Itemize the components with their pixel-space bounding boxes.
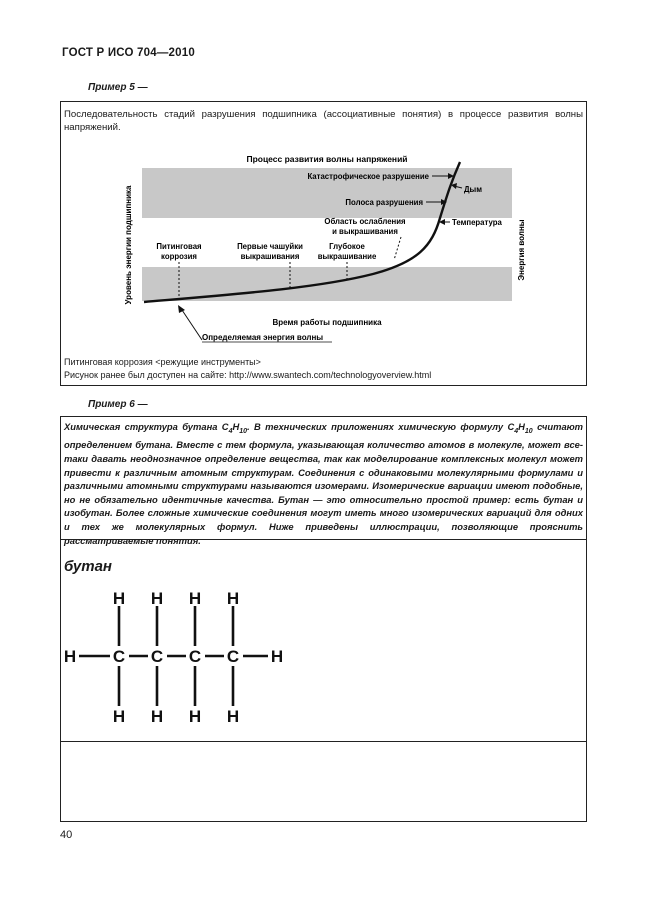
label-deep-2: выкрашивание — [317, 252, 377, 261]
atom-h: H — [112, 707, 126, 722]
label-pitting-2: коррозия — [161, 252, 197, 261]
y-axis-left-label: Уровень энергии подшипника — [124, 185, 133, 305]
label-weakening-1: Область ослабления — [324, 217, 406, 226]
divider-top — [60, 539, 587, 540]
atom-c: C — [112, 647, 126, 666]
label-deep-1: Глубокое — [329, 242, 365, 251]
butane-structure — [60, 582, 300, 722]
atom-h: H — [112, 589, 126, 608]
label-temperature: Температура — [452, 218, 502, 227]
example-5-label: Пример 5 — — [88, 82, 148, 93]
atom-h: H — [188, 589, 202, 608]
atom-h: H — [63, 647, 77, 666]
atom-h: H — [188, 707, 202, 722]
label-pitting-1: Питинговая — [156, 242, 202, 251]
label-first-cups-1: Первые чашуйки — [237, 242, 303, 251]
divider-bottom — [60, 741, 587, 742]
example-6-label: Пример 6 — — [88, 399, 148, 410]
x-axis-label: Время работы подшипника — [272, 318, 382, 327]
bearing-failure-diagram — [118, 150, 530, 350]
example-6-paragraph: Химическая структура бутана $C_4H_{10}$. В технических приложениях химическую формулу $C_4H_{10}$ считают определением бутана. Вместе с тем формула, указывающая количество атомов в молекуле, может все-таки давать неоднозначное определение вещества, так как моделирование комплексных молекул может привести к различным атомным структурам. Соединения с одинаковыми молекулярными формулами и различными атомными структурами называются изомерами. Изомерические вариации имеют подобные, но не обязательно идентичные качества. Бутан — это относительно простой пример: есть бутан и изобутан. Более сложные химические соединения могут иметь много изомерических вариаций для одних и тех же молекулярных формул. Ниже приведены иллюстрации, позволяющие прояснить рассматриваемые понятия. — [64, 421, 583, 546]
label-smoke: Дым — [464, 185, 482, 194]
example-5-text: Последовательность стадий разрушения подшипника (ассоциативные понятия) в процессе развития волны напряжений. — [64, 109, 583, 133]
label-weakening-2: и выкрашивания — [332, 227, 398, 236]
atom-h: H — [150, 589, 164, 608]
atom-h: H — [150, 707, 164, 722]
document-header: ГОСТ Р ИСО 704—2010 — [62, 47, 195, 59]
molecule-title: бутан — [64, 558, 112, 575]
label-defined-energy: Определяемая энергия волны — [202, 333, 324, 342]
atom-h: H — [270, 647, 284, 666]
page-number: 40 — [60, 829, 73, 841]
atom-h: H — [226, 589, 240, 608]
diagram-title: Процесс развития волны напряжений — [246, 154, 408, 164]
atom-c: C — [150, 647, 164, 666]
label-catastrophic: Катастрофическое разрушение — [307, 172, 429, 181]
label-first-cups-2: выкрашивания — [240, 252, 300, 261]
label-failure-band: Полоса разрушения — [345, 198, 423, 207]
atom-h: H — [226, 707, 240, 722]
caption-pitting: Питинговая коррозия <режущие инструменты> — [64, 357, 261, 367]
atom-c: C — [226, 647, 240, 666]
y-axis-right-label: Энергия волны — [517, 219, 526, 281]
atom-c: C — [188, 647, 202, 666]
caption-source: Рисунок ранее был доступен на сайте: http://www.swantech.com/technologyoverview.html — [64, 370, 432, 380]
